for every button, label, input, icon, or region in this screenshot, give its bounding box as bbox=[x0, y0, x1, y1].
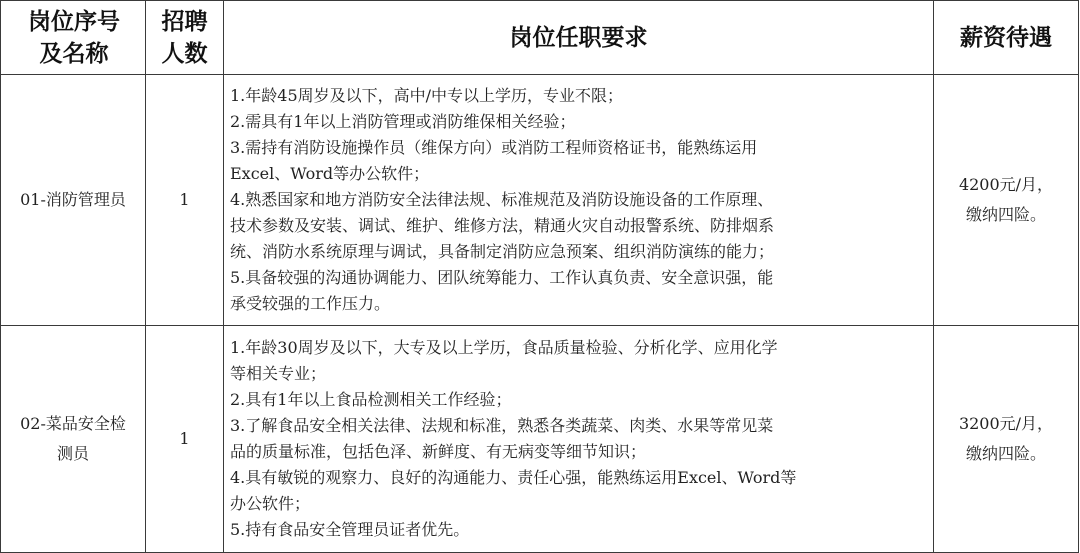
header-requirements: 岗位任职要求 bbox=[224, 1, 934, 75]
requirement-line: 5.具备较强的沟通协调能力、团队统筹能力、工作认真负责、安全意识强，能 bbox=[230, 268, 774, 287]
requirements-cell bbox=[224, 326, 934, 553]
recruit-count: 1 bbox=[179, 190, 190, 209]
requirement-line: 2.需具有1年以上消防管理或消防维保相关经验； bbox=[230, 112, 576, 131]
header-position-name-line1: 岗位序号 bbox=[28, 8, 120, 35]
header-position-name-line2: 及名称 bbox=[39, 40, 109, 67]
position-name-line1: 02-菜品安全检 bbox=[20, 414, 126, 433]
table-row bbox=[1, 326, 1079, 553]
requirement-line: 5.持有食品安全管理员证者优先。 bbox=[230, 520, 470, 539]
header-recruit-count-line1: 招聘 bbox=[161, 8, 208, 35]
table-header-row bbox=[1, 1, 1079, 75]
salary-amount: 3200元/月， bbox=[958, 414, 1054, 433]
requirement-line: 1.年龄45周岁及以下，高中/中专以上学历，专业不限； bbox=[230, 86, 624, 105]
requirements-list bbox=[230, 335, 929, 543]
requirement-line: 统、消防水系统原理与调试，具备制定消防应急预案、组织消防演练的能力； bbox=[230, 242, 775, 261]
requirements-cell bbox=[224, 75, 934, 326]
requirement-line: 等相关专业； bbox=[230, 364, 327, 383]
header-salary: 薪资待遇 bbox=[934, 1, 1079, 75]
salary-cell bbox=[934, 326, 1079, 553]
requirement-line: 2.具有1年以上食品检测相关工作经验； bbox=[230, 390, 512, 409]
position-name-cell bbox=[1, 75, 146, 326]
position-name: 01-消防管理员 bbox=[20, 190, 126, 209]
salary-cell bbox=[934, 75, 1079, 326]
salary-benefits: 缴纳四险。 bbox=[965, 205, 1046, 224]
requirement-line: 办公软件； bbox=[230, 494, 311, 513]
requirements-list bbox=[230, 83, 929, 317]
recruit-count: 1 bbox=[179, 429, 190, 448]
requirement-line: 1.年龄30周岁及以下，大专及以上学历，食品质量检验、分析化学、应用化学 bbox=[230, 338, 778, 357]
recruit-count-cell bbox=[146, 75, 224, 326]
requirement-line: 承受较强的工作压力。 bbox=[230, 294, 391, 313]
requirement-line: 3.了解食品安全相关法律、法规和标准，熟悉各类蔬菜、肉类、水果等常见菜 bbox=[230, 416, 774, 435]
requirement-line: 品的质量标准，包括色泽、新鲜度、有无病变等细节知识； bbox=[230, 442, 647, 461]
requirement-line: 3.需持有消防设施操作员（维保方向）或消防工程师资格证书，能熟练运用 bbox=[230, 138, 758, 157]
position-name-cell bbox=[1, 326, 146, 553]
header-recruit-count bbox=[146, 1, 224, 75]
position-name-line2: 测员 bbox=[56, 444, 89, 463]
salary-amount: 4200元/月， bbox=[958, 175, 1054, 194]
header-position-name bbox=[1, 1, 146, 75]
salary-benefits: 缴纳四险。 bbox=[965, 444, 1046, 463]
requirement-line: Excel、Word等办公软件； bbox=[230, 164, 430, 183]
requirement-line: 4.具有敏锐的观察力、良好的沟通能力、责任心强，能熟练运用Excel、Word等 bbox=[230, 468, 797, 487]
requirement-line: 技术参数及安装、调试、维护、维修方法，精通火灾自动报警系统、防排烟系 bbox=[230, 216, 775, 235]
requirement-line: 4.熟悉国家和地方消防安全法律法规、标准规范及消防设施设备的工作原理、 bbox=[230, 190, 774, 209]
table-row bbox=[1, 75, 1079, 326]
recruit-count-cell bbox=[146, 326, 224, 553]
header-recruit-count-line2: 人数 bbox=[161, 40, 208, 67]
